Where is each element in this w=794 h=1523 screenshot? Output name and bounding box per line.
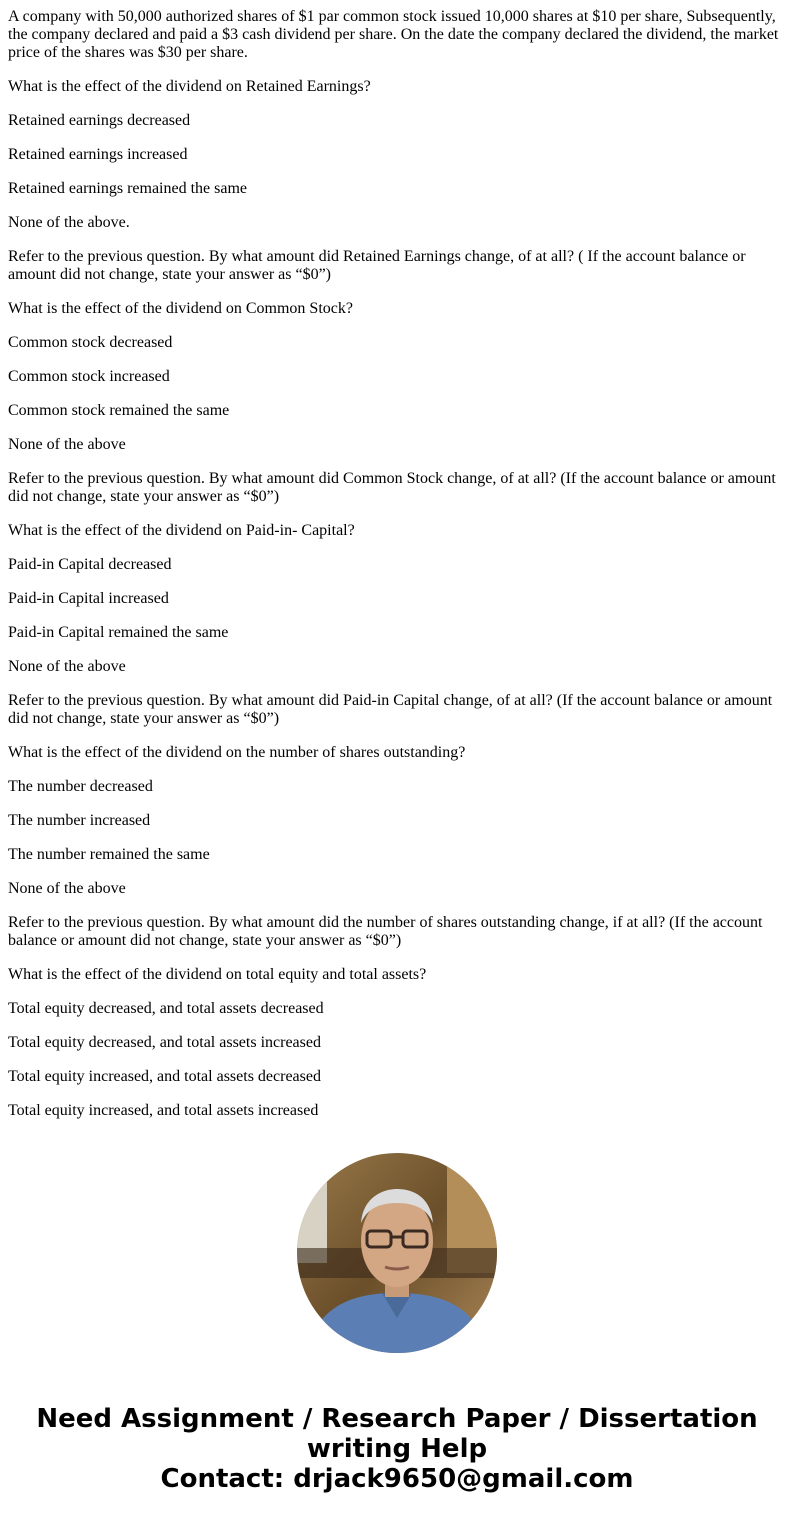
option-text: None of the above [8,436,126,453]
option-text: The number increased [8,812,151,829]
option-text: The number remained the same [8,846,210,863]
footer-line-1: Need Assignment / Research Paper / Dissertation [36,1404,758,1434]
question-shares-outstanding: What is the effect of the dividend on the number of shares outstanding? [8,744,466,761]
option-text: None of the above [8,880,126,897]
option-text: Total equity decreased, and total assets increased [8,1034,321,1051]
question-paid-in-capital: What is the effect of the dividend on Paid-in- Capital? [8,522,355,539]
portrait-photo [297,1153,497,1353]
question-equity-assets: What is the effect of the dividend on total equity and total assets? [8,966,427,983]
option-text: Paid-in Capital remained the same [8,624,229,641]
option-text: Paid-in Capital decreased [8,556,172,573]
option-text: Retained earnings increased [8,146,188,163]
option-text: None of the above [8,658,126,675]
question-retained-earnings-amount: Refer to the previous question. By what amount did Retained Earnings change, of at all? ( If the account balance or amount did not change, state your answer as “$0”) [8,248,746,283]
option-text: Retained earnings decreased [8,112,191,129]
question-common-stock-amount: Refer to the previous question. By what amount did Common Stock change, of at all? (If the account balance or amount did not change, state your answer as “$0”) [8,470,776,505]
question-retained-earnings: What is the effect of the dividend on Retained Earnings? [8,78,371,95]
option-text: Common stock decreased [8,334,173,351]
avatar [297,1153,497,1353]
option-text: Common stock remained the same [8,402,230,419]
footer-banner [0,1404,794,1494]
option-text: Retained earnings remained the same [8,180,248,197]
option-text: None of the above. [8,214,130,231]
problem-statement: A company with 50,000 authorized shares of $1 par common stock issued 10,000 shares at $10 per share, Subsequently, the company declared and paid a $3 cash dividend per share. On the date the company declared the dividend, the market price of the shares was $30 per share. [8,8,779,61]
option-text: Total equity decreased, and total assets decreased [8,1000,324,1017]
question-paid-in-capital-amount: Refer to the previous question. By what amount did Paid-in Capital change, of at all? (If the account balance or amount did not change, state your answer as “$0”) [8,692,773,727]
option-text: Common stock increased [8,368,170,385]
option-text: Paid-in Capital increased [8,590,169,607]
question-common-stock: What is the effect of the dividend on Common Stock? [8,300,353,317]
contact-email: Contact: drjack9650@gmail.com [160,1464,634,1494]
option-text: Total equity increased, and total assets increased [8,1102,319,1119]
footer-line-2: writing Help [306,1434,488,1464]
option-text: Total equity increased, and total assets decreased [8,1068,321,1085]
question-shares-outstanding-amount: Refer to the previous question. By what amount did the number of shares outstanding change, if at all? (If the account balance or amount did not change, state your answer as “$0”) [8,914,763,949]
option-text: The number decreased [8,778,153,795]
